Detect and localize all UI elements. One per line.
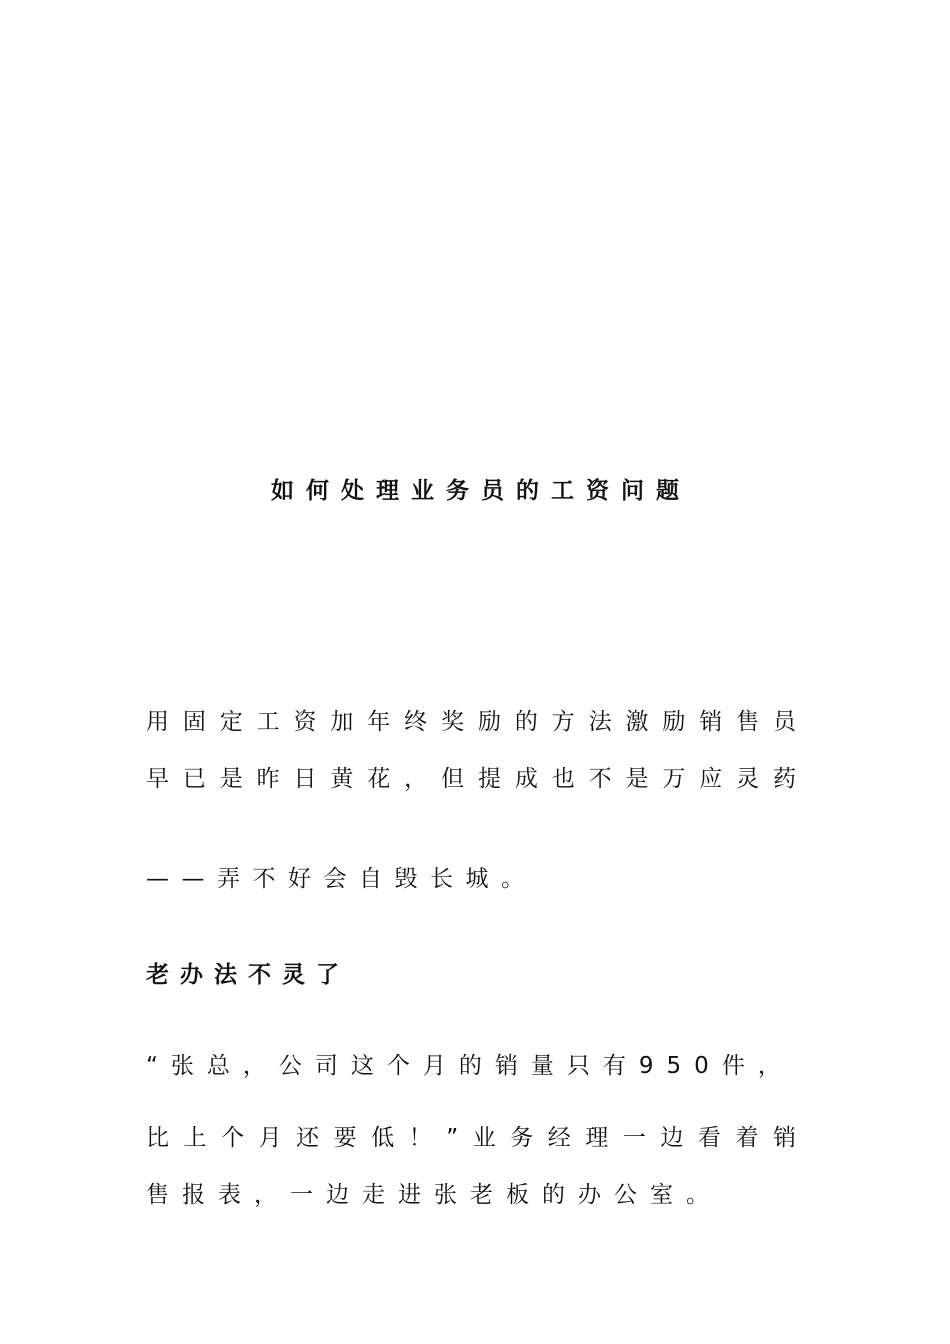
intro-line-2: 早已是昨日黄花，但提成也不是万应灵药 [146,766,796,792]
body-line-1: “张总，公司这个月的销量只有950件， [146,1053,794,1079]
section-heading: 老办法不灵了 [146,962,350,988]
document-title: 如何处理业务员的工资问题 [271,478,691,504]
intro-line-1: 用固定工资加年终奖励的方法激励销售员 [146,709,796,735]
intro-line-3: ——弄不好会自毁长城。 [146,866,537,892]
body-line-3: 售报表，一边走进张老板的办公室。 [146,1182,722,1208]
body-line-2: 比上个月还要低！”业务经理一边看着销 [146,1125,796,1151]
